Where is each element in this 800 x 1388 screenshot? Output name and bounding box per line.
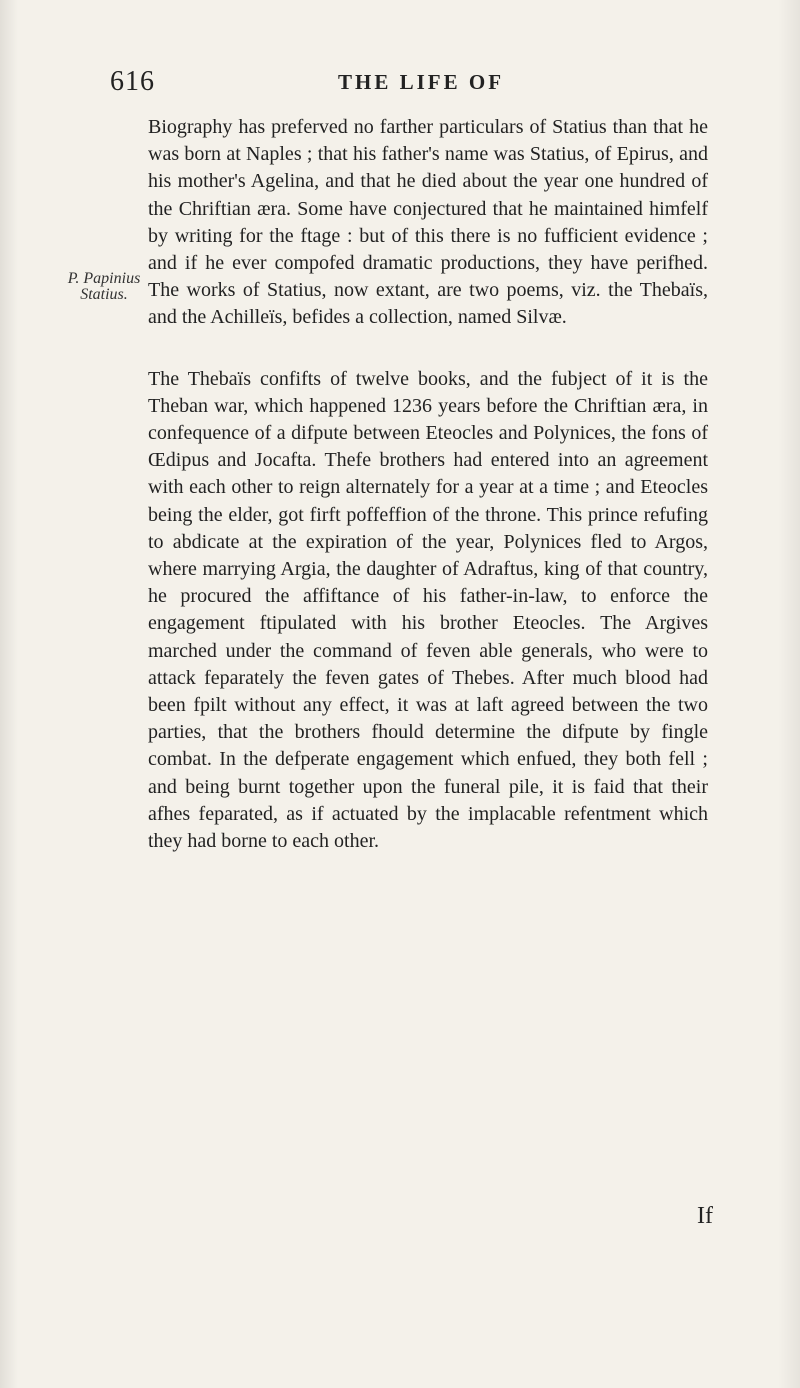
body-text	[148, 114, 708, 875]
marginal-note-line-2: Statius.	[80, 286, 128, 303]
paragraph-biography: Biography has preferved no farther particulars of Statius than that he was born at Naples ; that his father's name was Statius, of Epirus, and his mother's Agelina, and that he died about the year one hundred of the Chriftian æra. Some have conjectured that he maintained himfelf by writing for the ftage : but of this there is no fufficient evidence ; and if he ever compofed dramatic productions, they have perifhed. The works of Statius, now extant, are two poems, viz. the Thebaïs, and the Achilleïs, befides a collection, named Silvæ.	[148, 116, 708, 329]
marginal-note-line-1: P. Papinius	[67, 270, 141, 287]
catchword: If	[697, 1203, 713, 1229]
paragraph-thebais: The Thebaïs confifts of twelve books, and the fubject of it is the Theban war, which happened 1236 years before the Chriftian æra, in confequence of a difpute between Eteocles and Polynices, the fons of Œdipus and Jocafta. Thefe brothers had entered into an agreement with each other to reign alternately for a year at a time ; and Eteocles being the elder, got firft poffeffion of the throne. This prince refufing to abdicate at the expiration of the year, Polynices fled to Argos, where marrying Argia, the daughter of Adraftus, king of that country, he procured the affiftance of his father-in-law, to enforce the engagement ftipulated with his brother Eteocles. The Argives marched under the command of feven able generals, who were to attack feparately the feven gates of Thebes. After much blood had been fpilt without any effect, it was at laft agreed between the two parties, that the brothers fhould determine the difpute by fingle combat. In the defperate engagement which enfued, they both fell ; and being burnt together upon the funeral pile, it is faid that their afhes feparated, as if actuated by the implacable refentment which they had borne to each other.	[148, 367, 708, 853]
page-header	[110, 62, 680, 102]
running-title: THE LIFE OF	[338, 70, 505, 94]
page-number: 616	[110, 66, 155, 97]
marginal-note	[59, 271, 149, 303]
page-edge-shadow	[778, 0, 800, 1388]
page-gutter-shadow	[0, 0, 18, 1388]
